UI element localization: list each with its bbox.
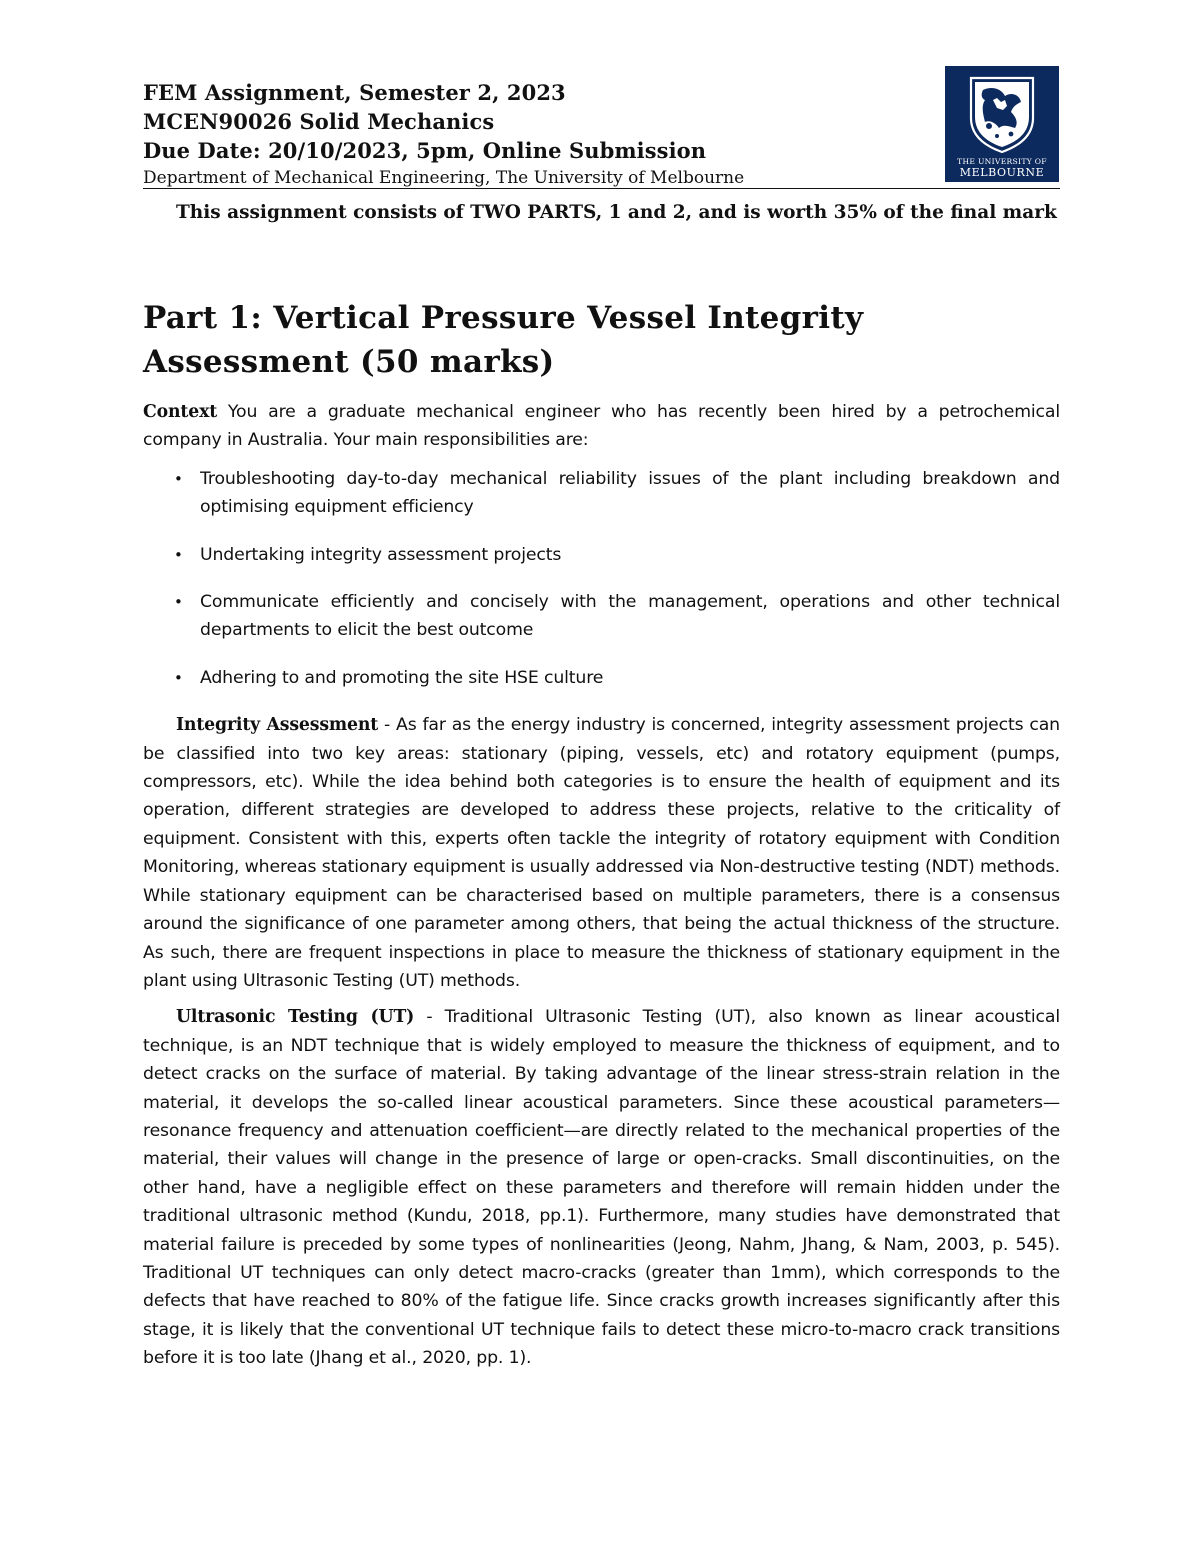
list-item [143,541,1060,569]
ultrasonic-testing-text: - Traditional Ultrasonic Testing (UT), also known as linear acoustical technique, is an NDT technique that is widely employed to measure the thickness of equipment, and to detect cracks on the surface of material. By taking advantage of the linear stress-strain relation in the material, it develops the so-called linear acoustical parameters. Since these acoustical parameters—resonance frequency and attenuation coefficient—are directly related to the mechanical properties of the material, their values will change in the presence of large or open-cracks. Small discontinuities, on the other hand, have a negligible effect on these parameters and therefore will remain hidden under the traditional ultrasonic method (Kundu, 2018, pp.1). Furthermore, many studies have demonstrated that material failure is preceded by some types of nonlinearities (Jeong, Nahm, Jhang, & Nam, 2003, p. 545). Traditional UT techniques can only detect macro-cracks (greater than 1mm), which corresponds to the defects that have reached to 80% of the fatigue life. Since cracks growth increases significantly after this stage, it is likely that the conventional UT technique fails to detect these micro-to-macro crack transitions before it is too late (Jhang et al., 2020, pp. 1). [143,1007,1060,1369]
bullet-icon: • [174,469,183,488]
header-divider [143,188,1060,189]
list-item [143,664,1060,692]
bullet-icon: • [174,668,183,687]
university-crest-icon [945,66,1059,182]
part-1-body [143,398,1060,1381]
integrity-assessment-lead: Integrity Assessment [176,715,379,736]
due-date: Due Date: 20/10/2023, 5pm, Online Submission [143,138,707,163]
integrity-assessment-paragraph [143,711,1060,995]
context-lead: Context [143,402,218,422]
ultrasonic-testing-lead: Ultrasonic Testing (UT) [176,1007,415,1028]
assignment-summary: This assignment consists of TWO PARTS, 1 and 2, and is worth 35% of the final mark [176,202,1057,223]
part-1-heading: Part 1: Vertical Pressure Vessel Integrity Assessment (50 marks) [143,300,864,380]
list-item-text: Undertaking integrity assessment projects [200,544,562,565]
department-name: Department of Mechanical Engineering, The University of Melbourne [143,168,745,188]
list-item-text: Troubleshooting day-to-day mechanical reliability issues of the plant including breakdown and optimising equipment efficiency [200,468,1060,518]
list-item-text: Adhering to and promoting the site HSE culture [200,667,604,688]
integrity-assessment-text: - As far as the energy industry is concerned, integrity assessment projects can be classified into two key areas: stationary (piping, vessels, etc) and rotatory equipment (pumps, compressors, etc). While the idea behind both categories is to ensure the health of equipment and its operation, different strategies are developed to address these projects, relative to the criticality of equipment. Consistent with this, experts often tackle the integrity of rotatory equipment with Condition Monitoring, whereas stationary equipment is usually addressed via Non-destructive testing (NDT) methods. While stationary equipment can be characterised based on multiple parameters, there is a consensus around the significance of one parameter among others, that being the actual thickness of the structure. As such, there are frequent inspections in place to measure the thickness of stationary equipment in the plant using Ultrasonic Testing (UT) methods. [143,715,1060,991]
context-paragraph [143,398,1060,455]
context-text: You are a graduate mechanical engineer who has recently been hired by a petrochemical company in Australia. Your main responsibilities are: [143,402,1060,451]
document-header [143,78,1060,190]
subject-title: MCEN90026 Solid Mechanics [143,109,495,134]
bullet-icon: • [174,593,183,612]
list-item-text: Communicate efficiently and concisely with the management, operations and other technical departments to elicit the best outcome [200,592,1060,641]
assignment-title: FEM Assignment, Semester 2, 2023 [143,80,566,105]
university-logo [945,66,1059,182]
bullet-icon: • [174,545,183,564]
responsibilities-list [143,465,1060,692]
document-page [143,0,1060,1553]
list-item [143,465,1060,522]
list-item [143,588,1060,645]
header-text-block [143,78,923,191]
logo-text-bottom: MELBOURNE [959,166,1045,179]
ultrasonic-testing-paragraph [143,1003,1060,1372]
logo-text-top: THE UNIVERSITY OF [957,157,1047,166]
